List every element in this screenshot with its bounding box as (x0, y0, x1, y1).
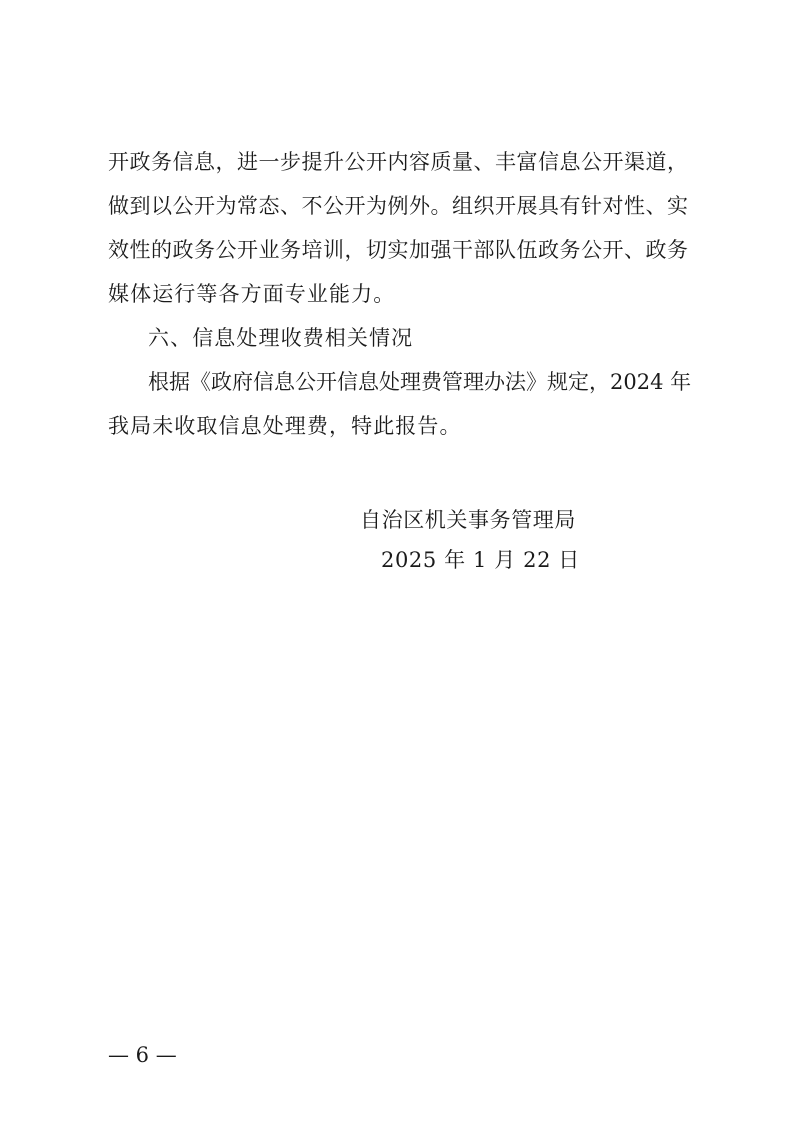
paragraph-line: 开政务信息，进一步提升公开内容质量、丰富信息公开渠道， (108, 150, 688, 174)
signature-date: 2025 年 1 月 22 日 (381, 548, 580, 572)
paragraph-line: 我局未收取信息处理费，特此报告。 (108, 414, 462, 438)
section-heading: 六、信息处理收费相关情况 (148, 326, 414, 350)
paragraph-line: 做到以公开为常态、不公开为例外。组织开展具有针对性、实 (108, 194, 688, 218)
paragraph-line: 效性的政务公开业务培训，切实加强干部队伍政务公开、政务 (108, 238, 688, 262)
signature-organization: 自治区机关事务管理局 (360, 508, 576, 532)
page-number: — 6 — (108, 1043, 177, 1067)
paragraph-line: 媒体运行等各方面专业能力。 (108, 282, 396, 306)
paragraph-line: 根据《政府信息公开信息处理费管理办法》规定，2024 年 (148, 370, 692, 394)
